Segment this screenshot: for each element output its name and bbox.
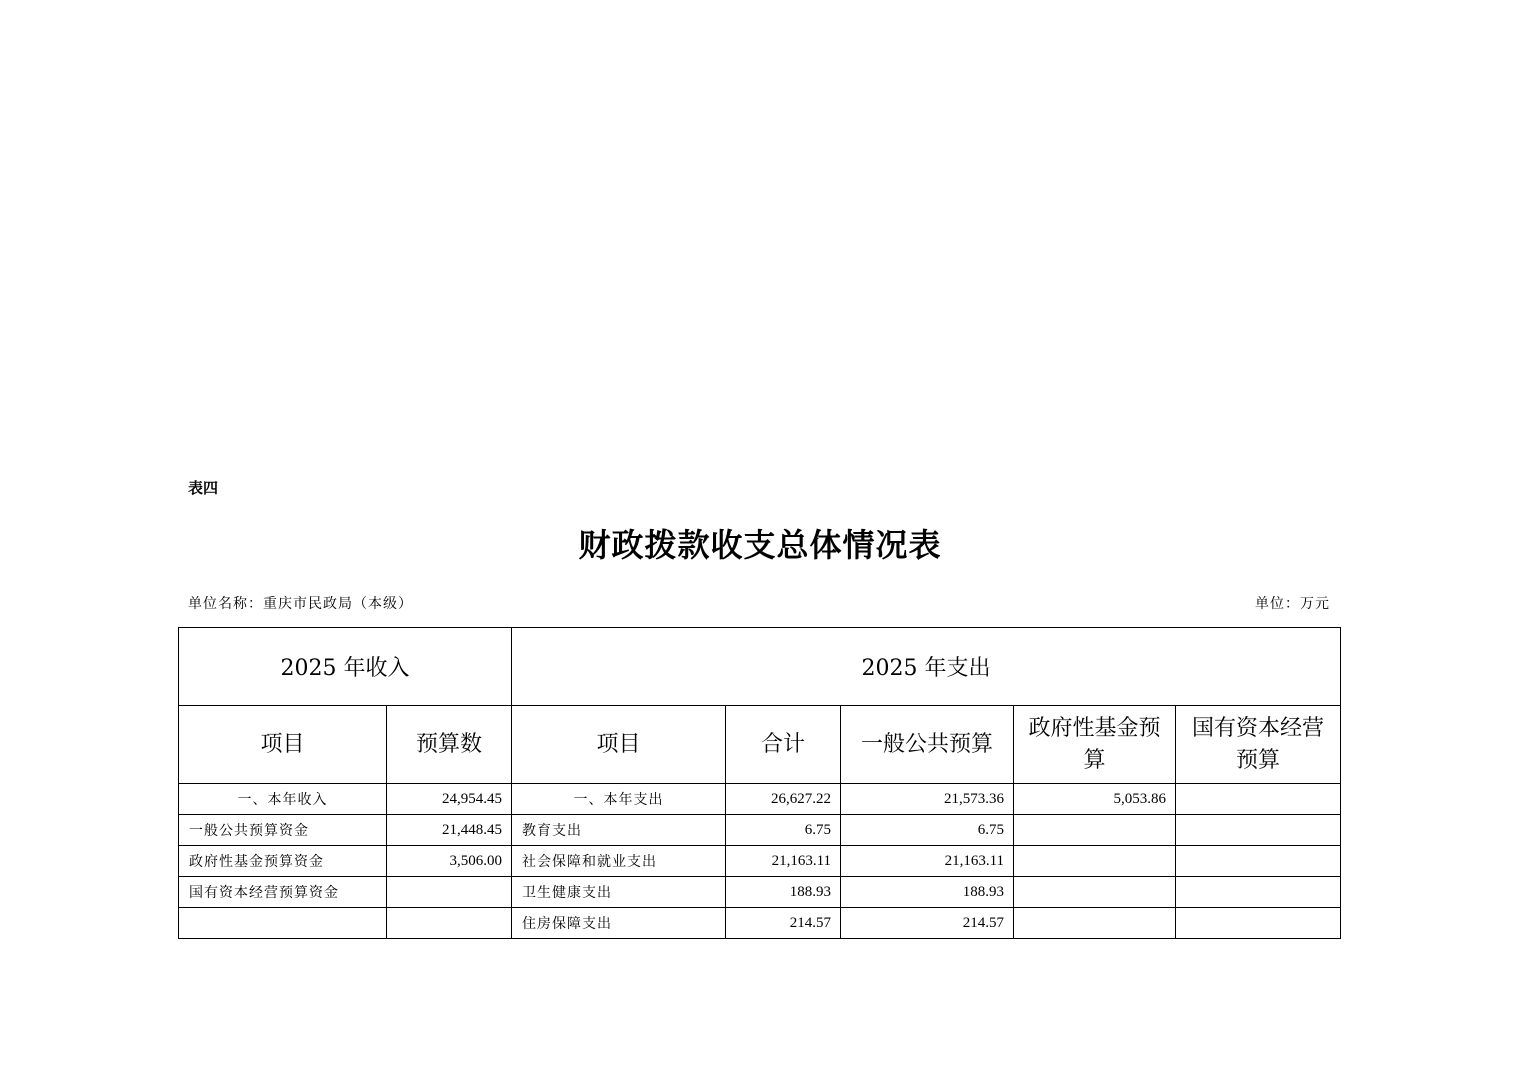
group-header-row xyxy=(179,628,1341,706)
gov-fund-cell xyxy=(1014,815,1176,846)
table-row xyxy=(179,784,1341,815)
expense-item-cell: 社会保障和就业支出 xyxy=(512,846,726,877)
total-cell: 6.75 xyxy=(726,815,841,846)
income-budget-cell: 21,448.45 xyxy=(387,815,512,846)
income-item-cell: 政府性基金预算资金 xyxy=(179,846,387,877)
total-cell: 188.93 xyxy=(726,877,841,908)
state-capital-cell xyxy=(1176,846,1341,877)
expense-item-cell: 教育支出 xyxy=(512,815,726,846)
header-gov-fund-budget xyxy=(1014,706,1176,784)
general-public-cell: 188.93 xyxy=(841,877,1014,908)
gov-fund-cell: 5,053.86 xyxy=(1014,784,1176,815)
general-public-cell: 6.75 xyxy=(841,815,1014,846)
table-row xyxy=(179,877,1341,908)
header-total: 合计 xyxy=(726,706,841,784)
state-capital-cell xyxy=(1176,908,1341,939)
income-group-header: 2025 年收入 xyxy=(179,628,512,706)
table-row xyxy=(179,815,1341,846)
state-capital-cell xyxy=(1176,784,1341,815)
table-row xyxy=(179,846,1341,877)
header-income-item: 项目 xyxy=(179,706,387,784)
header-expense-item: 项目 xyxy=(512,706,726,784)
general-public-cell: 21,573.36 xyxy=(841,784,1014,815)
gov-fund-cell xyxy=(1014,877,1176,908)
header-general-public-budget: 一般公共预算 xyxy=(841,706,1014,784)
unit-name-label: 单位名称：重庆市民政局（本级） xyxy=(188,596,413,612)
table-row xyxy=(179,908,1341,939)
gov-fund-cell xyxy=(1014,846,1176,877)
general-public-cell: 214.57 xyxy=(841,908,1014,939)
income-budget-cell: 24,954.45 xyxy=(387,784,512,815)
expense-item-cell: 一、本年支出 xyxy=(512,784,726,815)
document-title: 财政拨款收支总体情况表 xyxy=(578,526,942,564)
state-capital-cell xyxy=(1176,815,1341,846)
income-budget-cell: 3,506.00 xyxy=(387,846,512,877)
header-state-capital-budget-label: 国有资本经营预算 xyxy=(1192,715,1325,773)
unit-measure-label: 单位：万元 xyxy=(1255,596,1330,612)
expense-item-cell: 卫生健康支出 xyxy=(512,877,726,908)
table-number-label: 表四 xyxy=(188,479,219,497)
income-budget-cell xyxy=(387,877,512,908)
state-capital-cell xyxy=(1176,877,1341,908)
income-item-cell xyxy=(179,908,387,939)
gov-fund-cell xyxy=(1014,908,1176,939)
total-cell: 21,163.11 xyxy=(726,846,841,877)
header-income-budget: 预算数 xyxy=(387,706,512,784)
total-cell: 214.57 xyxy=(726,908,841,939)
income-item-cell: 国有资本经营预算资金 xyxy=(179,877,387,908)
header-state-capital-budget xyxy=(1176,706,1341,784)
income-item-cell: 一般公共预算资金 xyxy=(179,815,387,846)
total-cell: 26,627.22 xyxy=(726,784,841,815)
budget-table xyxy=(178,627,1341,939)
general-public-cell: 21,163.11 xyxy=(841,846,1014,877)
header-gov-fund-budget-label: 政府性基金预算 xyxy=(1028,715,1161,773)
expense-group-header: 2025 年支出 xyxy=(512,628,1341,706)
expense-item-cell: 住房保障支出 xyxy=(512,908,726,939)
column-header-row xyxy=(179,706,1341,784)
income-budget-cell xyxy=(387,908,512,939)
income-item-cell: 一、本年收入 xyxy=(179,784,387,815)
